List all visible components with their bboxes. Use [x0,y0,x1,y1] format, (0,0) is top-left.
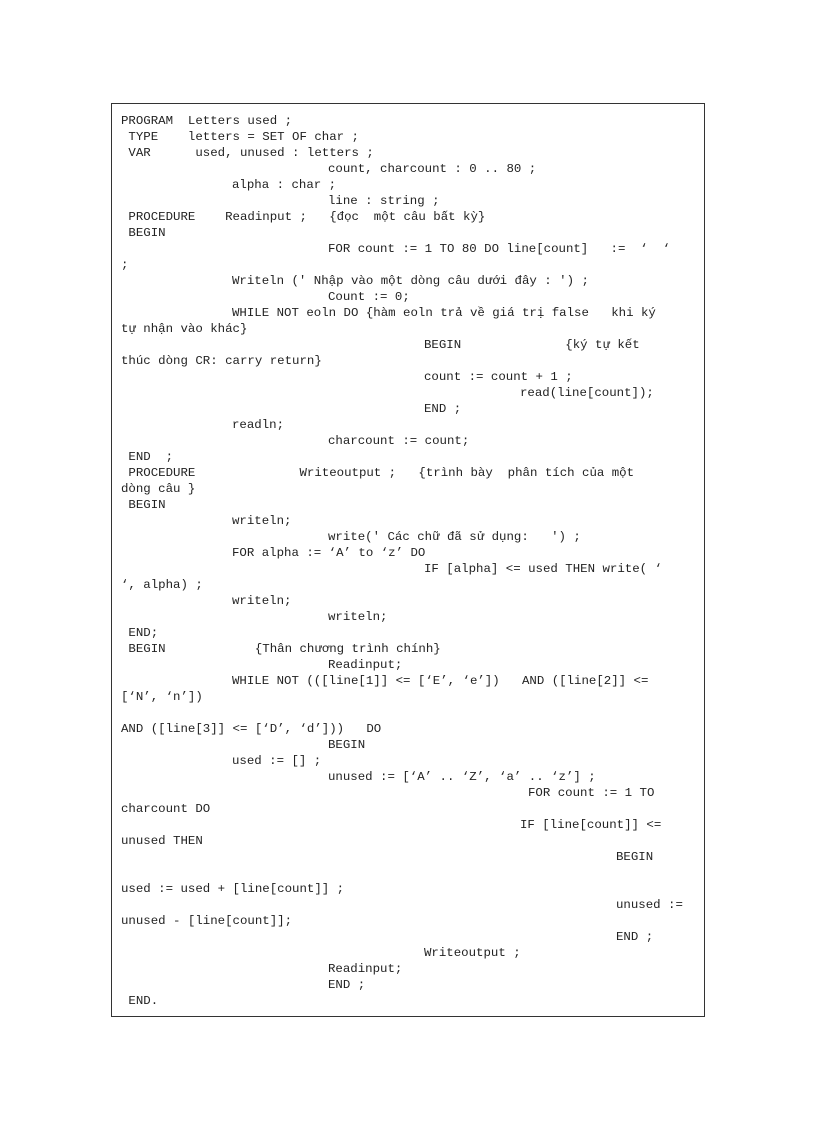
code-line: BEGIN [616,850,654,864]
code-line: readln; [232,418,285,432]
code-line: tự nhận vào khác} [121,322,248,336]
code-line: PROGRAM Letters used ; [121,114,293,128]
code-line: line : string ; [328,194,440,208]
code-line: BEGIN [121,226,166,240]
code-line: END ; [616,930,654,944]
code-line: Readinput; [328,658,403,672]
code-line: Writeln (' Nhập vào một dòng câu dưới đây : ') ; [232,274,589,288]
code-line: IF [line[count]] <= [520,818,662,832]
code-line: IF [alpha] <= used THEN write( ‘ [424,562,662,576]
code-line: ‘, alpha) ; [121,578,203,592]
code-line: END. [121,994,159,1008]
code-line: FOR count := 1 TO 80 DO line[count] := ‘ ‘ [328,242,671,256]
code-line: PROCEDURE Readinput ; {đọc một câu bất kỳ} [121,210,486,224]
code-line: unused := [‘A’ .. ‘Z’, ‘a’ .. ‘z’] ; [328,770,596,784]
code-line: BEGIN [328,738,366,752]
code-line: END; [121,626,159,640]
code-line: END ; [328,978,366,992]
code-line: count, charcount : 0 .. 80 ; [328,162,537,176]
code-line: WHILE NOT eoln DO {hàm eoln trả về giá trị false khi ký [232,306,656,320]
code-line: BEGIN {Thân chương trình chính} [121,642,441,656]
code-line: FOR alpha := ‘A’ to ‘z’ DO [232,546,426,560]
code-line: WHILE NOT (([line[1]] <= [‘E’, ‘e’]) AND ([line[2]] <= [232,674,649,688]
code-line: used := [] ; [232,754,322,768]
code-line: read(line[count]); [520,386,654,400]
code-line: writeln; [328,610,388,624]
code-line: BEGIN {ký tự kết [424,338,640,352]
code-line: used := used + [line[count]] ; [121,882,345,896]
code-line: Readinput; [328,962,403,976]
code-line: AND ([line[3]] <= [‘D’, ‘d’])) DO [121,722,382,736]
code-line: charcount DO [121,802,211,816]
code-line: unused THEN [121,834,203,848]
code-line: VAR used, unused : letters ; [121,146,374,160]
code-line: [‘N’, ‘n’]) [121,690,203,704]
code-line: write(' Các chữ đã sử dụng: ') ; [328,530,581,544]
code-line: alpha : char ; [232,178,337,192]
code-line: Writeoutput ; [424,946,521,960]
code-line: count := count + 1 ; [424,370,573,384]
code-line: dòng câu } [121,482,196,496]
code-line: charcount := count; [328,434,470,448]
code-line: PROCEDURE Writeoutput ; {trình bày phân tích của một [121,466,635,480]
code-line: writeln; [232,514,292,528]
code-line: Count := 0; [328,290,410,304]
code-lines [112,104,704,1016]
code-line: unused := [616,898,683,912]
code-line: ; [121,258,129,272]
code-line: thúc dòng CR: carry return} [121,354,322,368]
code-line: BEGIN [121,498,166,512]
code-line: END ; [424,402,462,416]
code-line: TYPE letters = SET OF char ; [121,130,359,144]
code-line: writeln; [232,594,292,608]
code-line: END ; [121,450,174,464]
code-listing-box [111,103,705,1017]
code-line: unused - [line[count]]; [121,914,293,928]
code-line: FOR count := 1 TO [528,786,655,800]
